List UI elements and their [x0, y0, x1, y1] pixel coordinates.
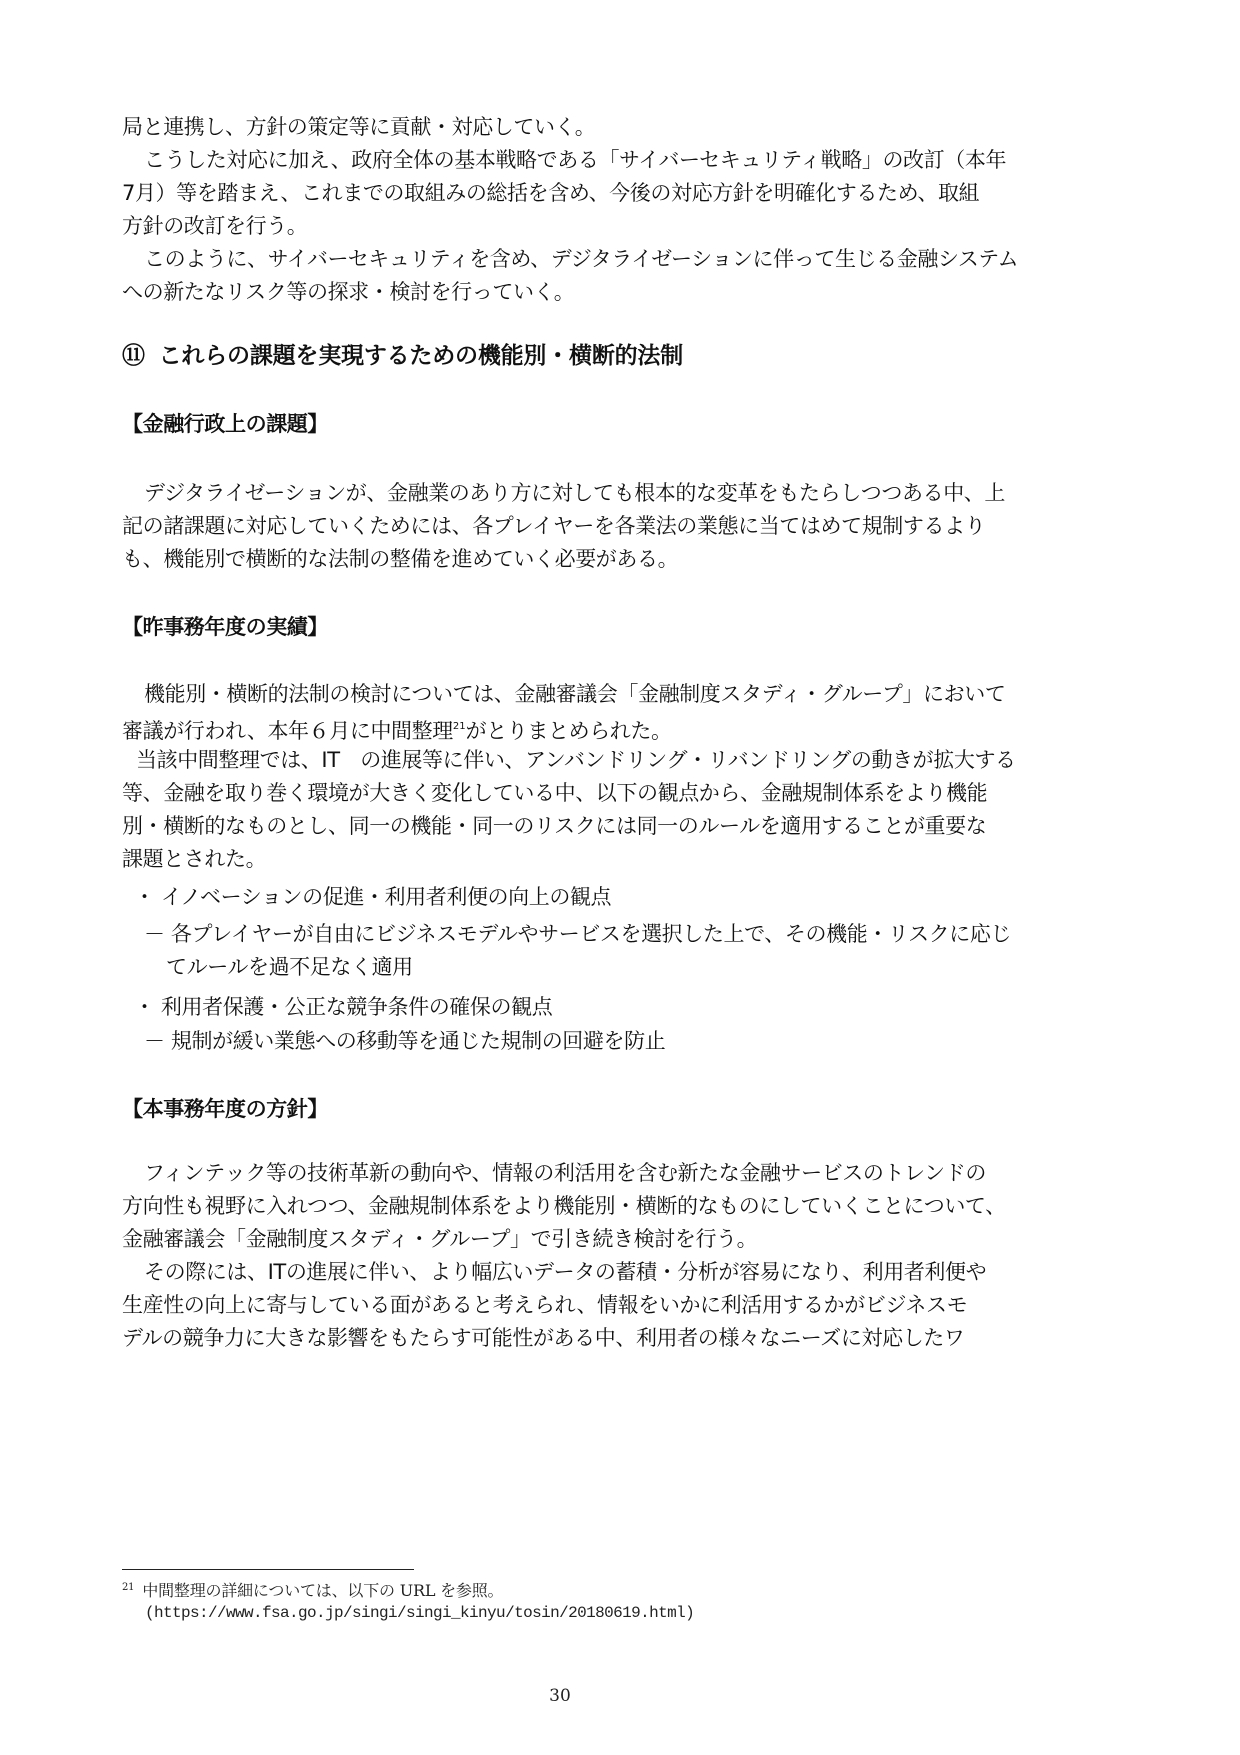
body-line: 生産性の向上に寄与している面があると考えられ、情報をいかに利活用するかがビジネスモ: [122, 1293, 968, 1317]
page-number: 30: [549, 1686, 571, 1706]
body-line: 等、金融を取り巻く環境が大きく変化している中、以下の観点から、金融規制体系をより機能: [122, 781, 988, 805]
body-line: 7月）等を踏まえ、これまでの取組みの総括を含め、今後の対応方針を明確化するため、取組: [122, 181, 980, 205]
body-line: への新たなリスク等の探求・検討を行っていく。: [122, 280, 575, 304]
section-number: ⑪: [122, 343, 145, 369]
bullet-text: イノベーションの促進・利用者利便の向上の観点: [160, 885, 612, 909]
body-line: 別・横断的なものとし、同一の機能・同一のリスクには同一のルールを適用することが重要な: [122, 814, 987, 838]
dash-marker: －: [144, 922, 165, 946]
body-text: がとりまとめられた。: [465, 719, 672, 743]
body-line: 方向性も視野に入れつつ、金融規制体系をより機能別・横断的なものにしていくことについて、: [122, 1194, 1006, 1218]
sub-bullet-item: [144, 921, 1024, 947]
body-line: このように、サイバーセキュリティを含め、デジタライゼーションに伴って生じる金融システム: [144, 247, 1019, 271]
bullet-text: 利用者保護・公正な競争条件の確保の観点: [160, 995, 553, 1019]
sub-bullet-text: 規制が緩い業態への移動等を通じた規制の回避を防止: [170, 1029, 666, 1053]
subheading-issues: 【金融行政上の課題】: [122, 412, 328, 436]
body-line: デジタライゼーションが、金融業のあり方に対しても根本的な変革をもたらしつつある中、上: [144, 481, 1005, 505]
section-heading: [122, 343, 1002, 369]
body-line: 金融審議会「金融制度スタディ・グループ」で引き続き検討を行う。: [122, 1227, 758, 1251]
body-text: 審議が行われ、本年６月に中間整理: [122, 719, 453, 743]
section-title: これらの課題を実現するための機能別・横断的法制: [158, 343, 684, 369]
footnote-separator: [122, 1569, 414, 1570]
footnote-number: 21: [122, 1582, 135, 1593]
subheading-results: 【昨事務年度の実績】: [122, 615, 328, 639]
body-line: こうした対応に加え、政府全体の基本戦略である「サイバーセキュリティ戦略」の改訂（本年: [144, 148, 1007, 172]
body-line: 記の諸課題に対応していくためには、各プレイヤーを各業法の業態に当てはめて規制するより: [122, 514, 986, 538]
footnote: [122, 1577, 503, 1602]
subheading-policy: 【本事務年度の方針】: [122, 1097, 328, 1121]
body-line: 方針の改訂を行う。: [122, 214, 308, 238]
sub-bullet-item: [144, 1028, 1024, 1054]
bullet-item: [134, 994, 1014, 1020]
body-line: デルの競争力に大きな影響をもたらす可能性がある中、利用者の様々なニーズに対応したワ: [122, 1326, 965, 1350]
bullet-marker: ・: [134, 885, 155, 909]
body-line: 課題とされた。: [122, 847, 267, 871]
body-line: 局と連携し、方針の策定等に貢献・対応していく。: [122, 115, 596, 139]
sub-bullet-text: 各プレイヤーが自由にビジネスモデルやサービスを選択した上で、その機能・リスクに応じ: [170, 922, 1012, 946]
footnote-reference[interactable]: 21: [452, 721, 466, 732]
body-line: 機能別・横断的法制の検討については、金融審議会「金融制度スタディ・グループ」において: [144, 682, 1006, 706]
sub-bullet-continuation: てルールを過不足なく適用: [166, 955, 413, 979]
bullet-item: [134, 884, 1014, 910]
body-line: も、機能別で横断的な法制の整備を進めていく必要がある。: [122, 547, 679, 571]
body-line: フィンテック等の技術革新の動向や、情報の利活用を含む新たな金融サービスのトレンドの: [144, 1161, 986, 1185]
dash-marker: －: [144, 1029, 165, 1053]
body-line: [122, 714, 1002, 744]
body-line: その際には、ITの進展に伴い、より幅広いデータの蓄積・分析が容易になり、利用者利便や: [144, 1260, 987, 1284]
footnote-text: 中間整理の詳細については、以下の URL を参照。: [142, 1581, 504, 1600]
body-line: 当該中間整理では、IT の進展等に伴い、アンバンドリング・リバンドリングの動きが拡大する: [136, 748, 1016, 772]
bullet-marker: ・: [134, 995, 155, 1019]
footnote-url[interactable]: (https://www.fsa.go.jp/singi/singi_kinyu/tosin/20180619.html): [145, 1604, 695, 1622]
